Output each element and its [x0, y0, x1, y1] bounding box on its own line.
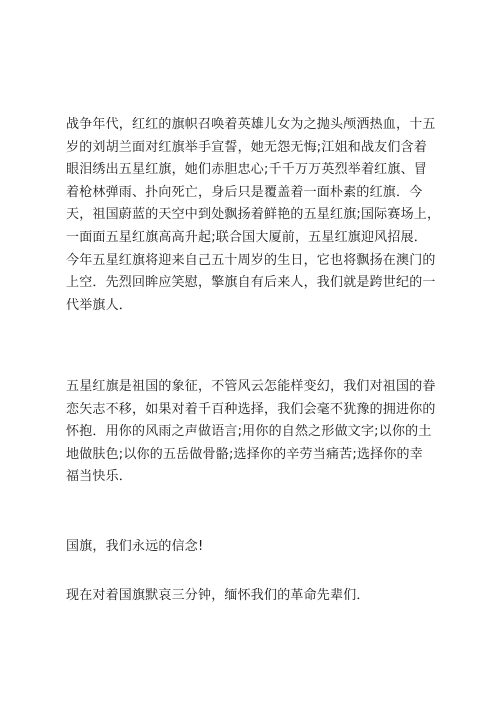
text-line: 天，祖国蔚蓝的天空中到处飘扬着鲜艳的五星红旗;国际赛场上，	[66, 207, 441, 223]
paragraph-national-flag-belief	[66, 536, 444, 559]
text-line: 战争年代，红红的旗帜召唤着英雄儿女为之抛头颅洒热血，十五	[66, 117, 436, 132]
text-line: 地做肤色;以你的五岳做骨骼;选择你的辛劳当痛苦;选择你的幸	[66, 446, 423, 462]
text-line: 着枪林弹雨、扑向死亡，身后只是覆盖着一面朴素的红旗．今	[66, 184, 423, 200]
text-line: 眼泪绣出五星红旗，她们赤胆忠心;千千万万英烈举着红旗、冒	[66, 162, 427, 178]
text-line: 国旗，我们永远的信念!	[66, 539, 204, 554]
text-line: 岁的刘胡兰面对红旗举手宣誓，她无怨无悔;江姐和战友们含着	[66, 139, 427, 155]
text-line: 恋矢志不移，如果对着千百种选择，我们会毫不犹豫的拥进你的	[66, 401, 436, 417]
paragraph-red-flag-history	[66, 114, 444, 317]
text-line: 代举旗人．	[66, 297, 133, 313]
text-line: 怀抱．用你的风雨之声做语言;用你的自然之形做文字;以你的土	[66, 424, 432, 440]
text-line: 福当快乐．	[66, 469, 133, 485]
text-line: 五星红旗是祖国的象征，不管风云怎能样变幻，我们对祖国的眷	[66, 379, 436, 394]
paragraph-moment-of-silence	[66, 585, 444, 608]
text-line: 现在对着国旗默哀三分钟，缅怀我们的革命先辈们．	[66, 588, 370, 603]
text-line: 上空．先烈回眸应笑慰，擎旗自有后来人，我们就是跨世纪的一	[66, 275, 436, 291]
text-line: 一面面五星红旗高高升起;联合国大厦前，五星红旗迎风招展．	[66, 229, 427, 245]
text-line: 今年五星红旗将迎来自己五十周岁的生日，它也将飘扬在澳门的	[66, 252, 436, 268]
paragraph-flag-symbol	[66, 376, 444, 489]
